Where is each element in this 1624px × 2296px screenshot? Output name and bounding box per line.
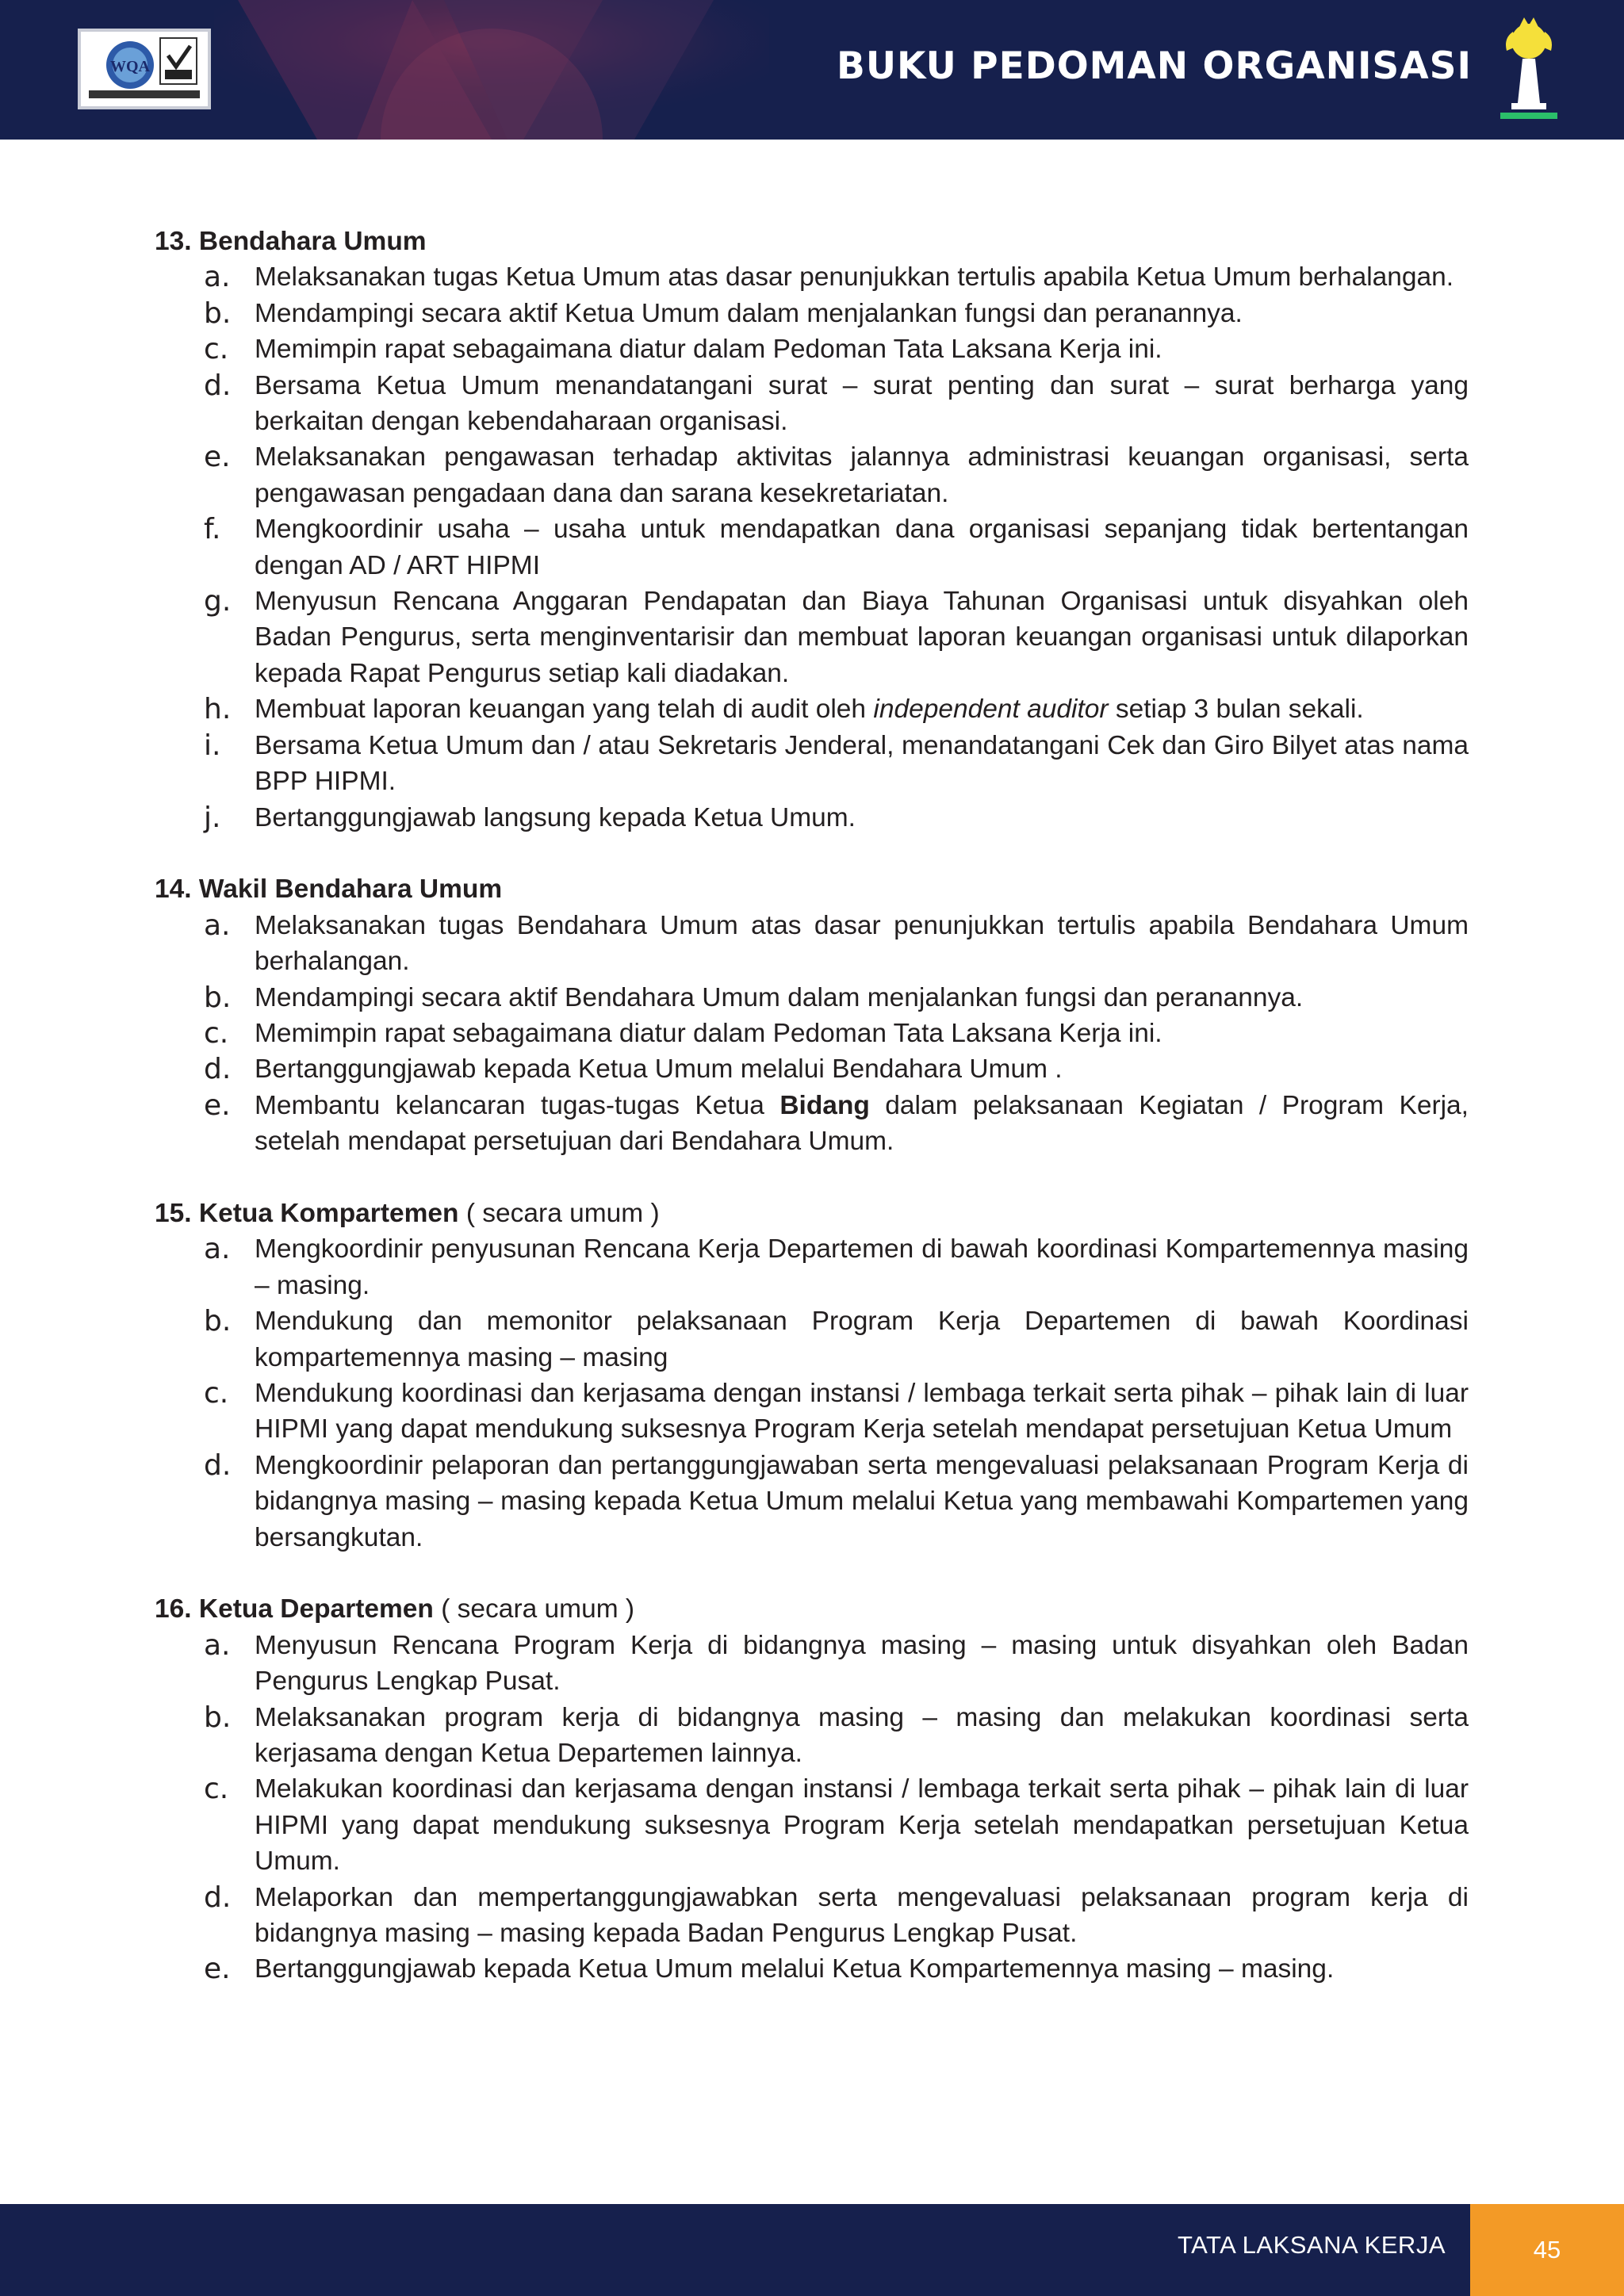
list-item bbox=[155, 1880, 1469, 1952]
section-number: 13. bbox=[155, 227, 192, 256]
item-marker: h. bbox=[204, 693, 232, 726]
item-text: Menyusun Rencana Anggaran Pendapatan dan Biaya Tahunan Organisasi untuk disyahkan oleh Badan Pengurus, serta menginventarisir dan membuat laporan keuangan organisasi untuk dilaporkan kepada Rapat Pengurus setiap kali diadakan. bbox=[255, 587, 1469, 688]
item-text: Mendukung dan memonitor pelaksanaan Program Kerja Departemen di bawah Koordinasi kompartemennya masing – masing bbox=[255, 1307, 1469, 1372]
item-marker: d. bbox=[204, 369, 232, 402]
section-heading bbox=[155, 871, 1469, 907]
list-item bbox=[155, 1303, 1469, 1376]
item-marker: d. bbox=[204, 1881, 232, 1914]
item-text: Mendampingi secara aktif Ketua Umum dalam menjalankan fungsi dan peranannya. bbox=[255, 298, 1243, 328]
item-marker: e. bbox=[204, 1953, 231, 1986]
list-item bbox=[155, 1051, 1469, 1087]
item-marker: b. bbox=[204, 1305, 232, 1338]
item-text: Bersama Ketua Umum menandatangani surat – surat penting dan surat – surat berharga yang berkaitan dengan kebendaharaan organisasi. bbox=[255, 370, 1469, 437]
list-item bbox=[155, 1231, 1469, 1303]
list-item bbox=[155, 728, 1469, 800]
section-note: ( secara umum ) bbox=[458, 1198, 660, 1228]
section-heading bbox=[155, 1591, 1469, 1627]
item-text-post: dalam pelaksanaan Kegiatan / Program Kerja, setelah mendapat persetujuan dari Bendahara Umum. bbox=[255, 1090, 1469, 1157]
list-item bbox=[155, 368, 1469, 440]
item-text: Bertanggungjawab langsung kepada Ketua Umum. bbox=[255, 802, 856, 832]
page-footer bbox=[0, 2204, 1624, 2296]
item-text: Mendampingi secara aktif Bendahara Umum dalam menjalankan fungsi dan peranannya. bbox=[255, 982, 1304, 1012]
footer-section-label: TATA LAKSANA KERJA bbox=[1177, 2231, 1446, 2259]
item-marker: a. bbox=[204, 909, 231, 942]
item-text-post: setiap 3 bulan sekali. bbox=[1108, 695, 1364, 725]
item-text: Melaksanakan tugas Ketua Umum atas dasar penunjukkan tertulis apabila Ketua Umum berhalangan. bbox=[255, 262, 1454, 293]
page-number: 45 bbox=[1470, 2204, 1624, 2296]
list-item bbox=[155, 980, 1469, 1016]
item-text-pre: Membuat laporan keuangan yang telah di audit oleh bbox=[255, 695, 874, 725]
item-marker: b. bbox=[204, 1701, 232, 1734]
item-marker: c. bbox=[204, 1376, 229, 1410]
section-title-text: Ketua Kompartemen bbox=[198, 1198, 459, 1228]
item-text: Melaksanakan tugas Bendahara Umum atas dasar penunjukkan tertulis apabila Bendahara Umum berhalangan. bbox=[255, 910, 1469, 977]
item-marker: g. bbox=[204, 585, 232, 618]
item-marker: c. bbox=[204, 1773, 229, 1806]
list-item bbox=[155, 1951, 1469, 1987]
section-title-text: Wakil Bendahara Umum bbox=[198, 874, 503, 905]
item-text: Mengkoordinir pelaporan dan pertanggungjawaban serta mengevaluasi pelaksanaan Program Kerja di bidangnya masing – masing kepada Ketua Umum melalui Ketua yang membawahi Kompartemen yang bersangkutan. bbox=[255, 1450, 1469, 1552]
section-heading bbox=[155, 224, 1469, 259]
list-item bbox=[155, 259, 1469, 295]
list-item bbox=[155, 1376, 1469, 1448]
item-list bbox=[155, 1628, 1469, 1988]
section-number: 15. bbox=[155, 1198, 192, 1228]
item-marker: i. bbox=[204, 729, 221, 762]
item-marker: e. bbox=[204, 441, 231, 474]
certification-logo bbox=[78, 29, 211, 109]
item-marker: j. bbox=[204, 801, 221, 834]
item-text: Mengkoordinir penyusunan Rencana Kerja Departemen di bawah koordinasi Kompartemennya masing – masing. bbox=[255, 1234, 1469, 1300]
list-item bbox=[155, 584, 1469, 691]
list-item bbox=[155, 1771, 1469, 1879]
list-item bbox=[155, 296, 1469, 331]
item-marker: b. bbox=[204, 297, 232, 330]
trophy-logo-icon bbox=[1496, 14, 1562, 122]
list-item bbox=[155, 800, 1469, 836]
item-text: Memimpin rapat sebagaimana diatur dalam Pedoman Tata Laksana Kerja ini. bbox=[255, 335, 1162, 365]
section-title-text: Ketua Departemen bbox=[198, 1594, 434, 1624]
item-text: Melaporkan dan mempertanggungjawabkan serta mengevaluasi pelaksanaan program kerja di bidangnya masing – masing kepada Badan Pengurus Lengkap Pusat. bbox=[255, 1882, 1469, 1949]
item-text: Bertanggungjawab kepada Ketua Umum melalui Ketua Kompartemennya masing – masing. bbox=[255, 1954, 1335, 1984]
list-item bbox=[155, 908, 1469, 980]
item-marker: f. bbox=[204, 513, 221, 546]
item-text-emphasis: independent auditor bbox=[873, 695, 1109, 725]
item-marker: e. bbox=[204, 1089, 231, 1122]
section-title-text: Bendahara Umum bbox=[198, 227, 427, 256]
section-number: 16. bbox=[155, 1594, 192, 1624]
item-marker: c. bbox=[204, 1016, 229, 1050]
item-text-pre: Membantu kelancaran tugas-tugas Ketua bbox=[255, 1090, 780, 1120]
page-header bbox=[0, 0, 1624, 140]
item-text: Melaksanakan pengawasan terhadap aktivitas jalannya administrasi keuangan organisasi, serta pengawasan pengadaan dana dan sarana kesekretariatan. bbox=[255, 442, 1469, 508]
item-marker: c. bbox=[204, 333, 229, 366]
item-marker: a. bbox=[204, 261, 231, 294]
section-number: 14. bbox=[155, 874, 192, 905]
item-text: Melaksanakan program kerja di bidangnya masing – masing dan melakukan koordinasi serta kerjasama dengan Ketua Departemen lainnya. bbox=[255, 1702, 1469, 1769]
item-text-bold: Bidang bbox=[779, 1090, 870, 1120]
item-text: Mengkoordinir usaha – usaha untuk mendapatkan dana organisasi sepanjang tidak bertentangan dengan AD / ART HIPMI bbox=[255, 515, 1469, 580]
item-text: Mendukung koordinasi dan kerjasama dengan instansi / lembaga terkait serta pihak – pihak lain di luar HIPMI yang dapat mendukung suksesnya Program Kerja setelah mendapat persetujuan Ketua Umum bbox=[255, 1378, 1469, 1445]
item-marker: d. bbox=[204, 1053, 232, 1086]
section-16 bbox=[155, 1591, 1469, 1987]
list-item bbox=[155, 1448, 1469, 1556]
document-body bbox=[155, 224, 1469, 1988]
item-text: Menyusun Rencana Program Kerja di bidangnya masing – masing untuk disyahkan oleh Badan Pengurus Lengkap Pusat. bbox=[255, 1630, 1469, 1697]
section-note: ( secara umum ) bbox=[433, 1594, 635, 1624]
item-list bbox=[155, 259, 1469, 836]
item-marker: a. bbox=[204, 1233, 231, 1266]
section-14 bbox=[155, 871, 1469, 1159]
item-text: Bersama Ketua Umum dan / atau Sekretaris Jenderal, menandatangani Cek dan Giro Bilyet atas nama BPP HIPMI. bbox=[255, 730, 1469, 797]
list-item bbox=[155, 1700, 1469, 1772]
item-list bbox=[155, 1231, 1469, 1556]
section-heading bbox=[155, 1196, 1469, 1231]
item-marker: b. bbox=[204, 981, 232, 1014]
item-marker: d. bbox=[204, 1448, 232, 1482]
item-text: Memimpin rapat sebagaimana diatur dalam Pedoman Tata Laksana Kerja ini. bbox=[255, 1018, 1162, 1048]
document-title: BUKU PEDOMAN ORGANISASI bbox=[837, 44, 1472, 88]
list-item bbox=[155, 1628, 1469, 1700]
list-item bbox=[155, 511, 1469, 584]
section-15 bbox=[155, 1196, 1469, 1556]
item-list bbox=[155, 908, 1469, 1160]
item-text: Bertanggungjawab kepada Ketua Umum melalui Bendahara Umum . bbox=[255, 1054, 1063, 1085]
section-13 bbox=[155, 224, 1469, 836]
list-item bbox=[155, 1016, 1469, 1051]
list-item bbox=[155, 331, 1469, 367]
svg-text:WQA: WQA bbox=[110, 58, 150, 75]
list-item bbox=[155, 439, 1469, 511]
list-item bbox=[155, 1088, 1469, 1160]
item-text: Melakukan koordinasi dan kerjasama dengan instansi / lembaga terkait serta pihak – pihak lain di luar HIPMI yang dapat mendukung suksesnya Program Kerja setelah mendapatkan persetujuan Ketua Umum. bbox=[255, 1774, 1469, 1877]
item-marker: a. bbox=[204, 1628, 231, 1662]
list-item bbox=[155, 691, 1469, 727]
